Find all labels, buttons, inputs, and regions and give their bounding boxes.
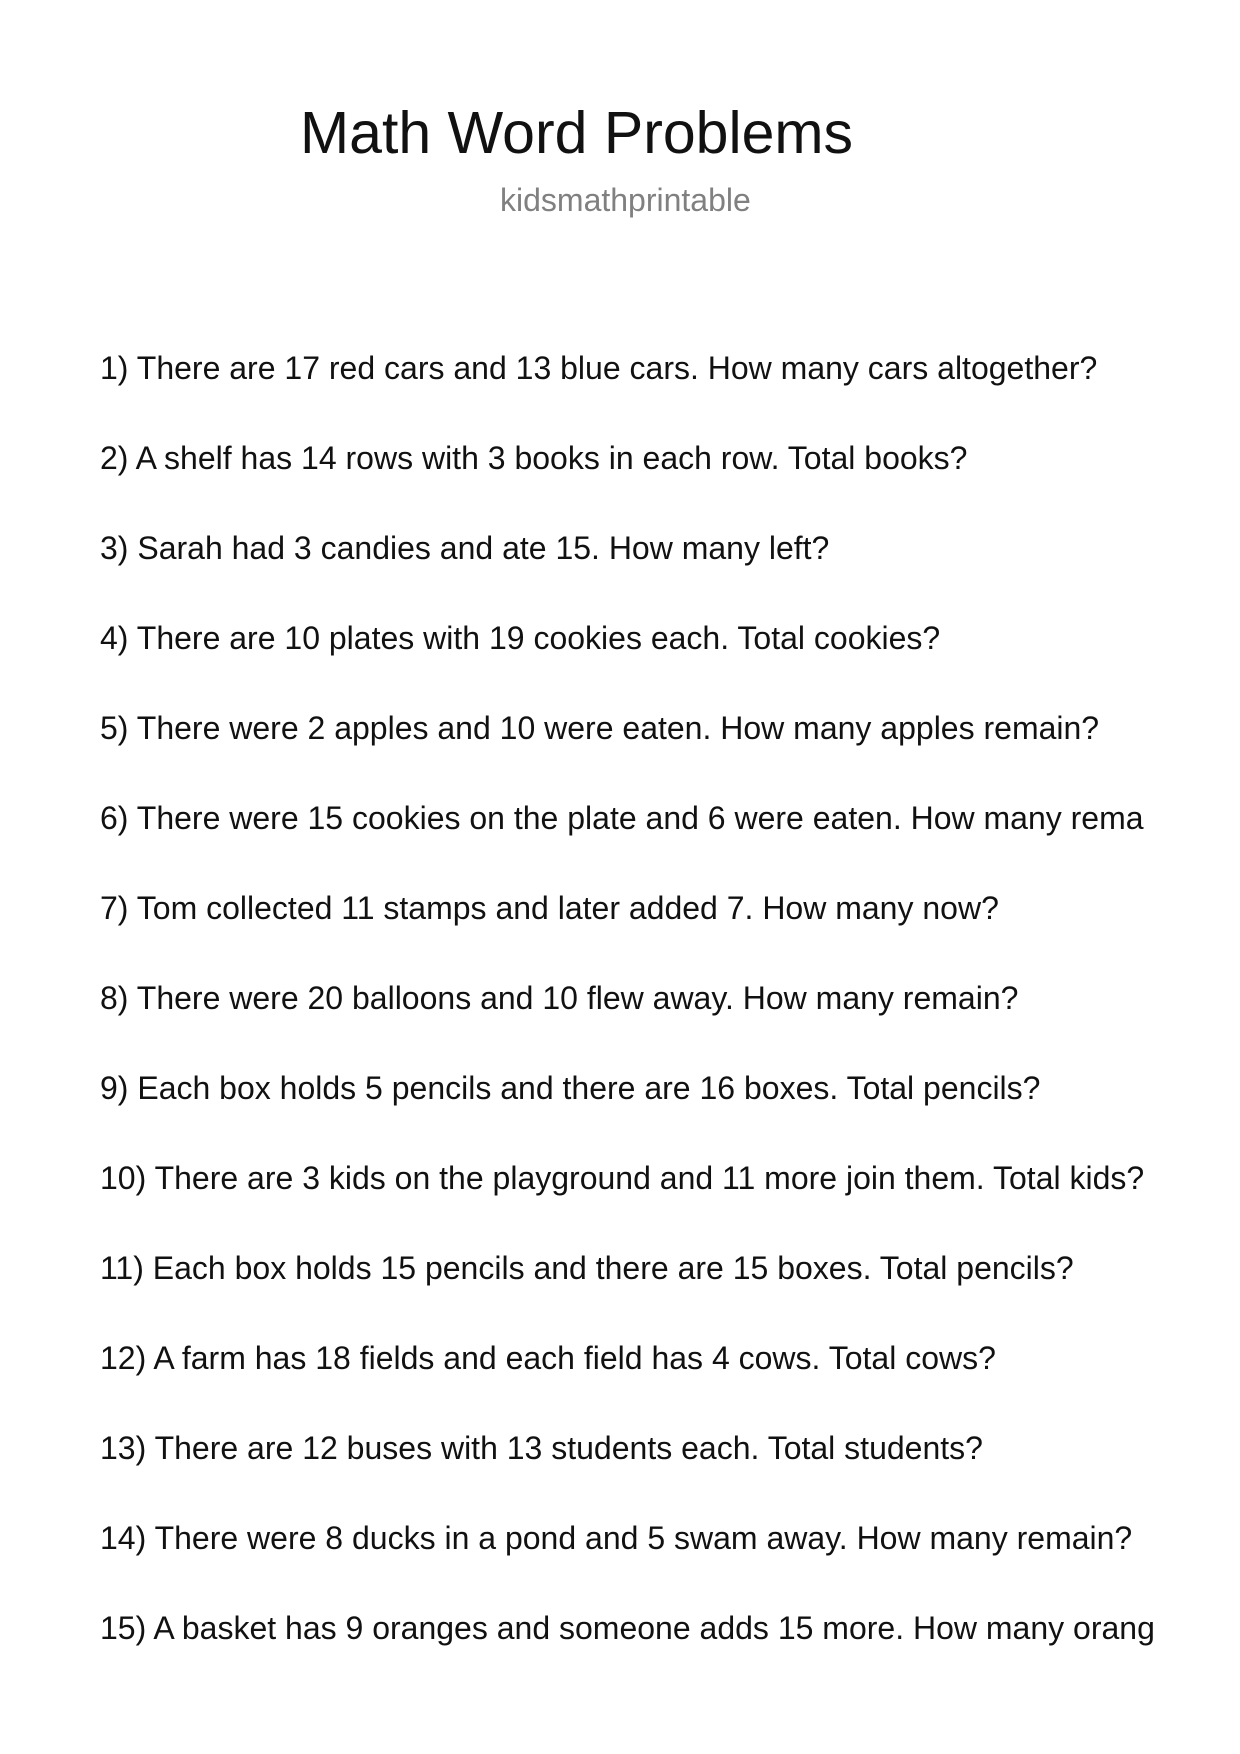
problem-item-5: 5) There were 2 apples and 10 were eaten. How many apples remain? — [100, 710, 1100, 746]
problem-item-12: 12) A farm has 18 fields and each field has 4 cows. Total cows? — [100, 1340, 996, 1376]
problem-item-4: 4) There are 10 plates with 19 cookies each. Total cookies? — [100, 620, 941, 656]
page-subtitle: kidsmathprintable — [500, 182, 751, 218]
problem-item-1: 1) There are 17 red cars and 13 blue cars. How many cars altogether? — [100, 350, 1098, 386]
problem-item-9: 9) Each box holds 5 pencils and there are 16 boxes. Total pencils? — [100, 1070, 1041, 1106]
problem-item-2: 2) A shelf has 14 rows with 3 books in each row. Total books? — [100, 440, 968, 476]
problem-list — [100, 348, 1155, 1698]
problem-item-13: 13) There are 12 buses with 13 students each. Total students? — [100, 1430, 983, 1466]
problem-item-7: 7) Tom collected 11 stamps and later added 7. How many now? — [100, 890, 999, 926]
page-title: Math Word Problems — [300, 100, 854, 166]
problem-item-3: 3) Sarah had 3 candies and ate 15. How many left? — [100, 530, 830, 566]
problem-item-6: 6) There were 15 cookies on the plate and 6 were eaten. How many rema — [100, 800, 1144, 836]
problem-item-10: 10) There are 3 kids on the playground and 11 more join them. Total kids? — [100, 1160, 1145, 1196]
problem-item-14: 14) There were 8 ducks in a pond and 5 swam away. How many remain? — [100, 1520, 1133, 1556]
problem-item-15: 15) A basket has 9 oranges and someone adds 15 more. How many orang — [100, 1610, 1155, 1646]
problem-item-11: 11) Each box holds 15 pencils and there are 15 boxes. Total pencils? — [100, 1250, 1074, 1286]
problem-item-8: 8) There were 20 balloons and 10 flew away. How many remain? — [100, 980, 1019, 1016]
